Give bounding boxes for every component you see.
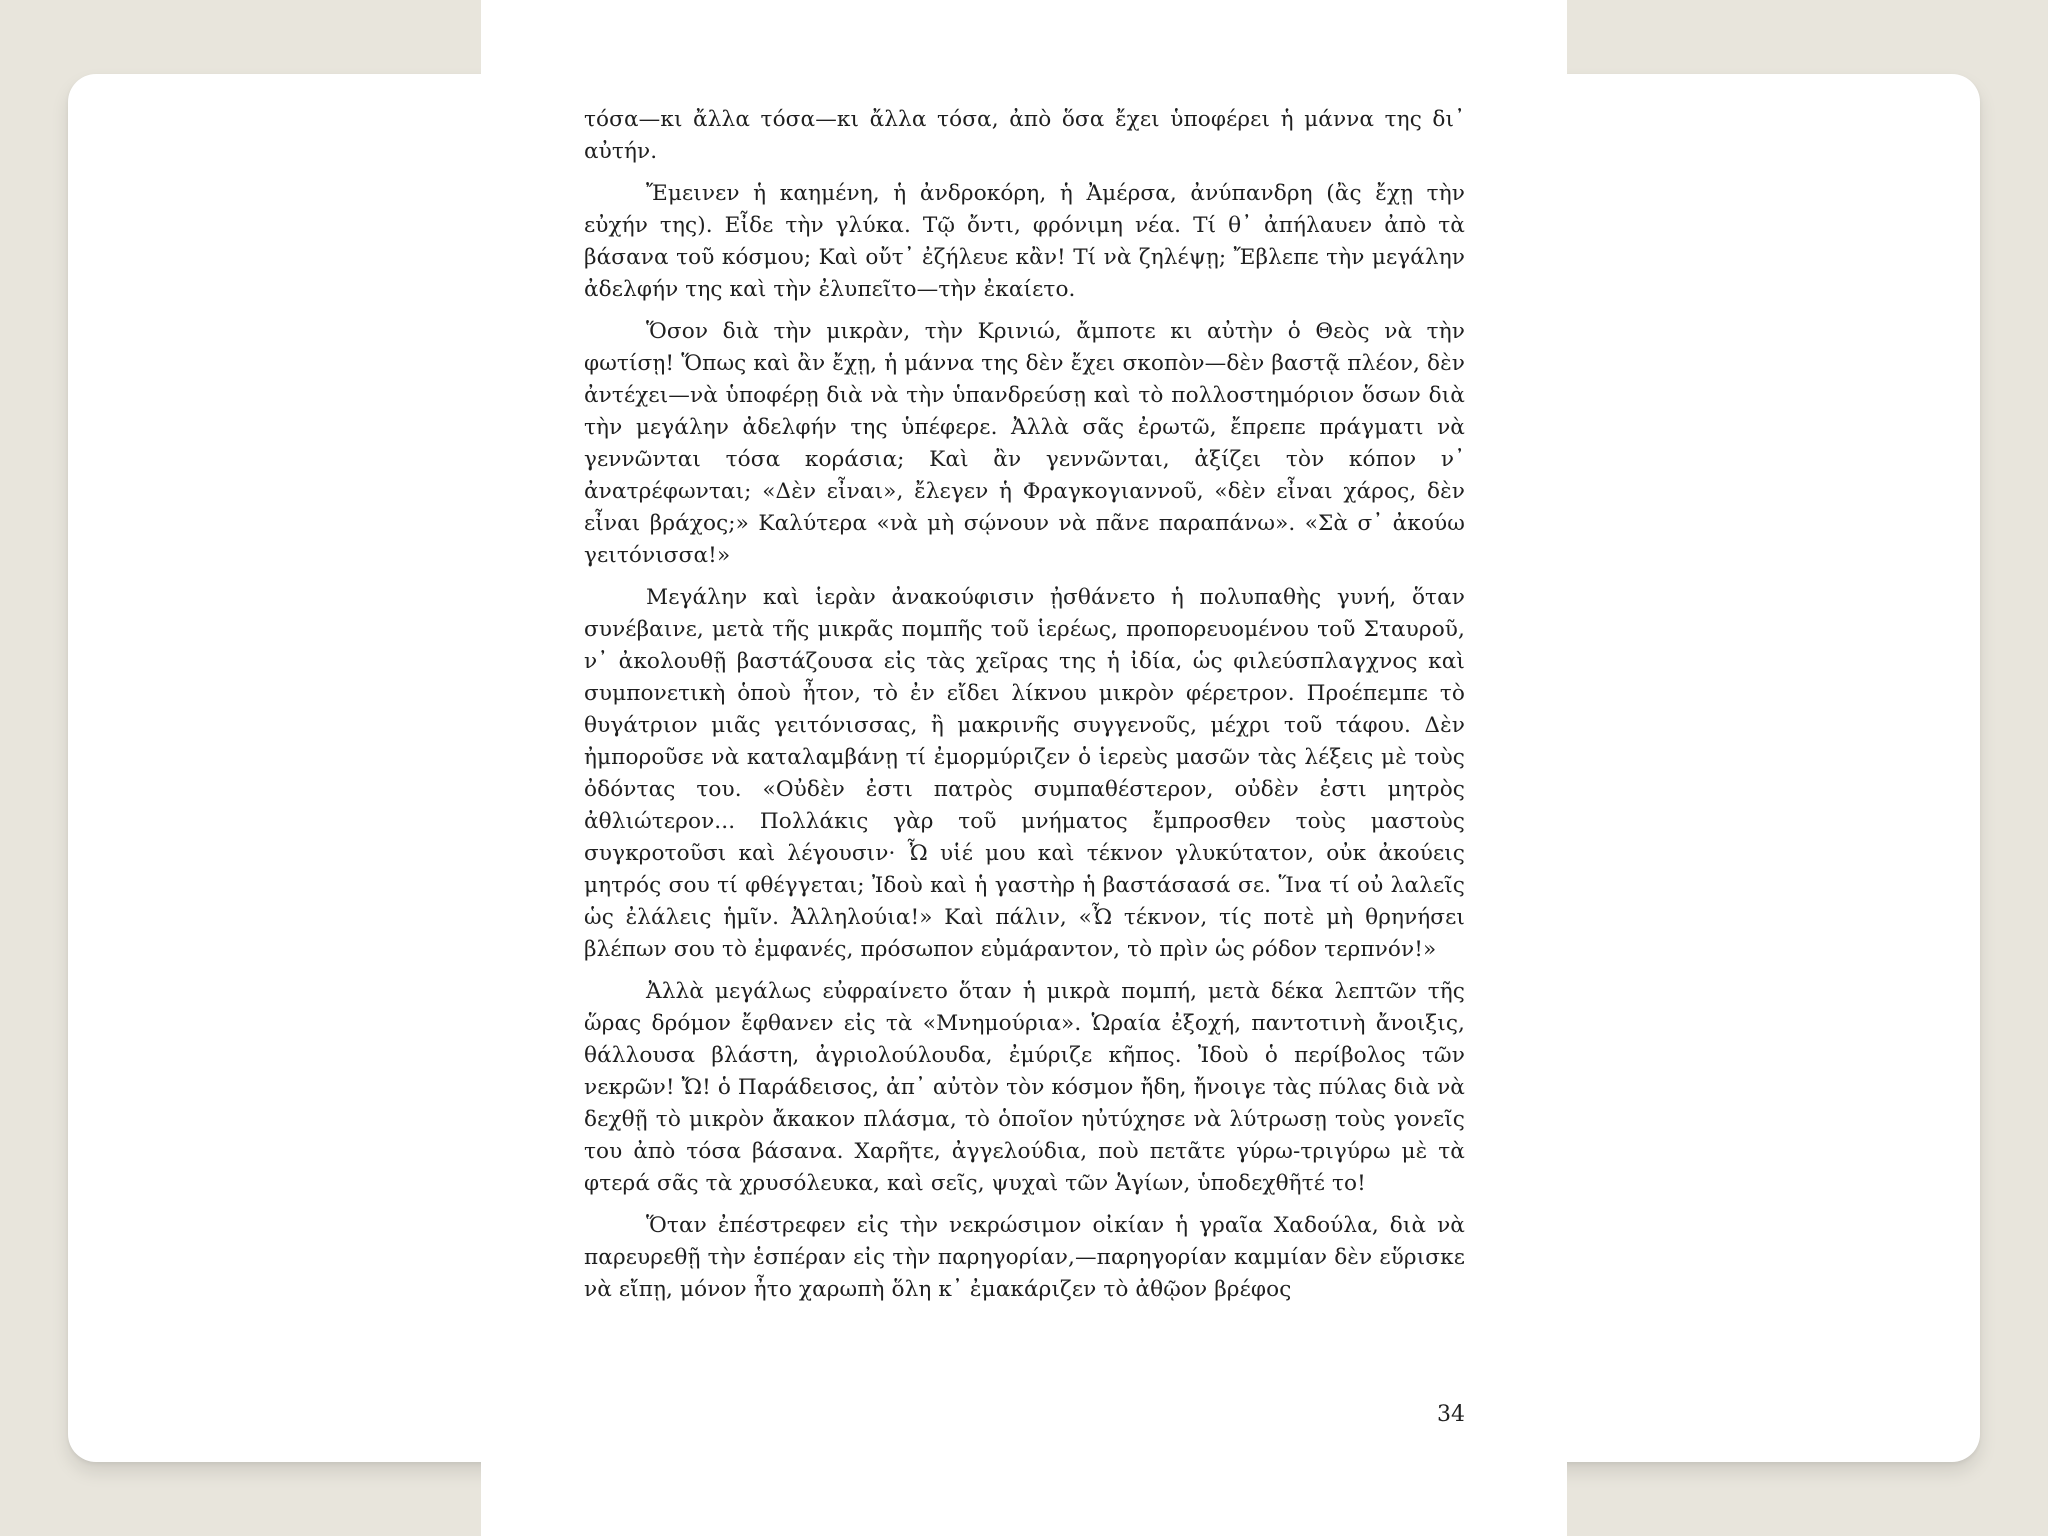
paragraph: τόσα—κι ἄλλα τόσα—κι ἄλλα τόσα, ἀπὸ ὅσα ἔχει ὑποφέρει ἡ μάννα της δι᾽ αὐτήν. — [584, 107, 1465, 164]
paragraph: Μεγάλην καὶ ἱερὰν ἀνακούφισιν ᾐσθάνετο ἡ πολυπαθὴς γυνή, ὅταν συνέβαινε, μετὰ τῆς μικρᾶς πομπῆς τοῦ ἱερέως, προπορευομένου τοῦ Σταυροῦ, ν᾽ ἀκολουθῇ βαστάζουσα εἰς τὰς χεῖρας της ἡ ἰδία, ὡς φιλεύσπλαγχνος καὶ συμπονετικὴ ὁποὺ ἦτον, τὸ ἐν εἴδει λίκνου μικρὸν φέρετρον. Προέπεμπε τὸ θυγάτριον μιᾶς γειτόνισσας, ἢ μακρινῆς συγγενοῦς, μέχρι τοῦ τάφου. Δὲν ἠμποροῦσε νὰ καταλαμβάνῃ τί ἐμορμύριζεν ὁ ἱερεὺς μασῶν τὰς λέξεις μὲ τοὺς ὀδόντας του. «Οὐδὲν ἐστι πατρὸς συμπαθέστερον, οὐδὲν ἐστι μητρὸς ἀθλιώτερον... Πολλάκις γὰρ τοῦ μνήματος ἔμπροσθεν τοὺς μαστοὺς συγκροτοῦσι καὶ λέγουσιν· Ὦ υἱέ μου καὶ τέκνον γλυκύτατον, οὐκ ἀκούεις μητρός σου τί φθέγγεται; Ἰδοὺ καὶ ἡ γαστὴρ ἡ βαστάσασά σε. Ἵνα τί οὐ λαλεῖς ὡς ἐλάλεις ἡμῖν. Ἀλληλούια!» Καὶ πάλιν, «Ὦ τέκνον, τίς ποτὲ μὴ θρηνήσει βλέπων σου τὸ ἐμφανές, πρόσωπον εὐμάραντον, τὸ πρὶν ὡς ρόδον τερπνόν!» — [584, 585, 1465, 962]
page-text — [584, 104, 1465, 1316]
page-number: 34 — [1437, 1402, 1465, 1427]
paragraph: Ὅταν ἐπέστρεφεν εἰς τὴν νεκρώσιμον οἰκίαν ἡ γραῖα Χαδούλα, διὰ νὰ παρευρεθῇ τὴν ἑσπέραν εἰς τὴν παρηγορίαν,—παρηγορίαν καμμίαν δὲν εὕρισκε νὰ εἴπῃ, μόνον ἦτο χαρωπὴ ὅλη κ᾽ ἐμακάριζεν τὸ ἀθῷον βρέφος — [584, 1213, 1465, 1302]
paragraph: Ἔμεινεν ἡ καημένη, ἡ ἀνδροκόρη, ἡ Ἀμέρσα, ἀνύπανδρη (ἂς ἔχῃ τὴν εὐχήν της). Εἶδε τὴν γλύκα. Τῷ ὄντι, φρόνιμη νέα. Τί θ᾽ ἀπήλαυεν ἀπὸ τὰ βάσανα τοῦ κόσμου; Καὶ οὔτ᾽ ἐζήλευε κἂν! Τί νὰ ζηλέψῃ; Ἔβλεπε τὴν μεγάλην ἀδελφήν της καὶ τὴν ἐλυπεῖτο—τὴν ἐκαίετο. — [584, 181, 1465, 302]
paragraph: Ἀλλὰ μεγάλως εὐφραίνετο ὅταν ἡ μικρὰ πομπή, μετὰ δέκα λεπτῶν τῆς ὥρας δρόμον ἔφθανεν εἰς τὰ «Μνημούρια». Ὡραία ἐξοχή, παντοτινὴ ἄνοιξις, θάλλουσα βλάστη, ἀγριολούλουδα, ἐμύριζε κῆπος. Ἰδοὺ ὁ περίβολος τῶν νεκρῶν! Ὤ! ὁ Παράδεισος, ἀπ᾽ αὐτὸν τὸν κόσμον ἤδη, ἤνοιγε τὰς πύλας διὰ νὰ δεχθῇ τὸ μικρὸν ἄκακον πλάσμα, τὸ ὁποῖον ηὐτύχησε νὰ λύτρωσῃ τοὺς γονεῖς του ἀπὸ τόσα βάσανα. Χαρῆτε, ἀγγελούδια, ποὺ πετᾶτε γύρω-τριγύρω μὲ τὰ φτερά σᾶς τὰ χρυσόλευκα, καὶ σεῖς, ψυχαὶ τῶν Ἁγίων, ὑποδεχθῆτέ το! — [584, 979, 1465, 1196]
paragraph: Ὅσον διὰ τὴν μικρὰν, τὴν Κρινιώ, ἄμποτε κι αὐτὴν ὁ Θεὸς νὰ τὴν φωτίσῃ! Ὅπως καὶ ἂν ἔχῃ, ἡ μάννα της δὲν ἔχει σκοπὸν—δὲν βαστᾷ πλέον, δὲν ἀντέχει—νὰ ὑποφέρῃ διὰ νὰ τὴν ὑπανδρεύσῃ καὶ τὸ πολλοστημόριον ὅσων διὰ τὴν μεγάλην ἀδελφήν της ὑπέφερε. Ἀλλὰ σᾶς ἐρωτῶ, ἔπρεπε πράγματι νὰ γεννῶνται τόσα κοράσια; Καὶ ἂν γεννῶνται, ἀξίζει τὸν κόπον ν᾽ ἀνατρέφωνται; «Δὲν εἶναι», ἔλεγεν ἡ Φραγκογιαννοῦ, «δὲν εἶναι χάρος, δὲν εἶναι βράχος;» Καλύτερα «νὰ μὴ σῴνουν νὰ πᾶνε παραπάνω». «Σὰ σ᾽ ἀκούω γειτόνισσα!» — [584, 319, 1465, 568]
